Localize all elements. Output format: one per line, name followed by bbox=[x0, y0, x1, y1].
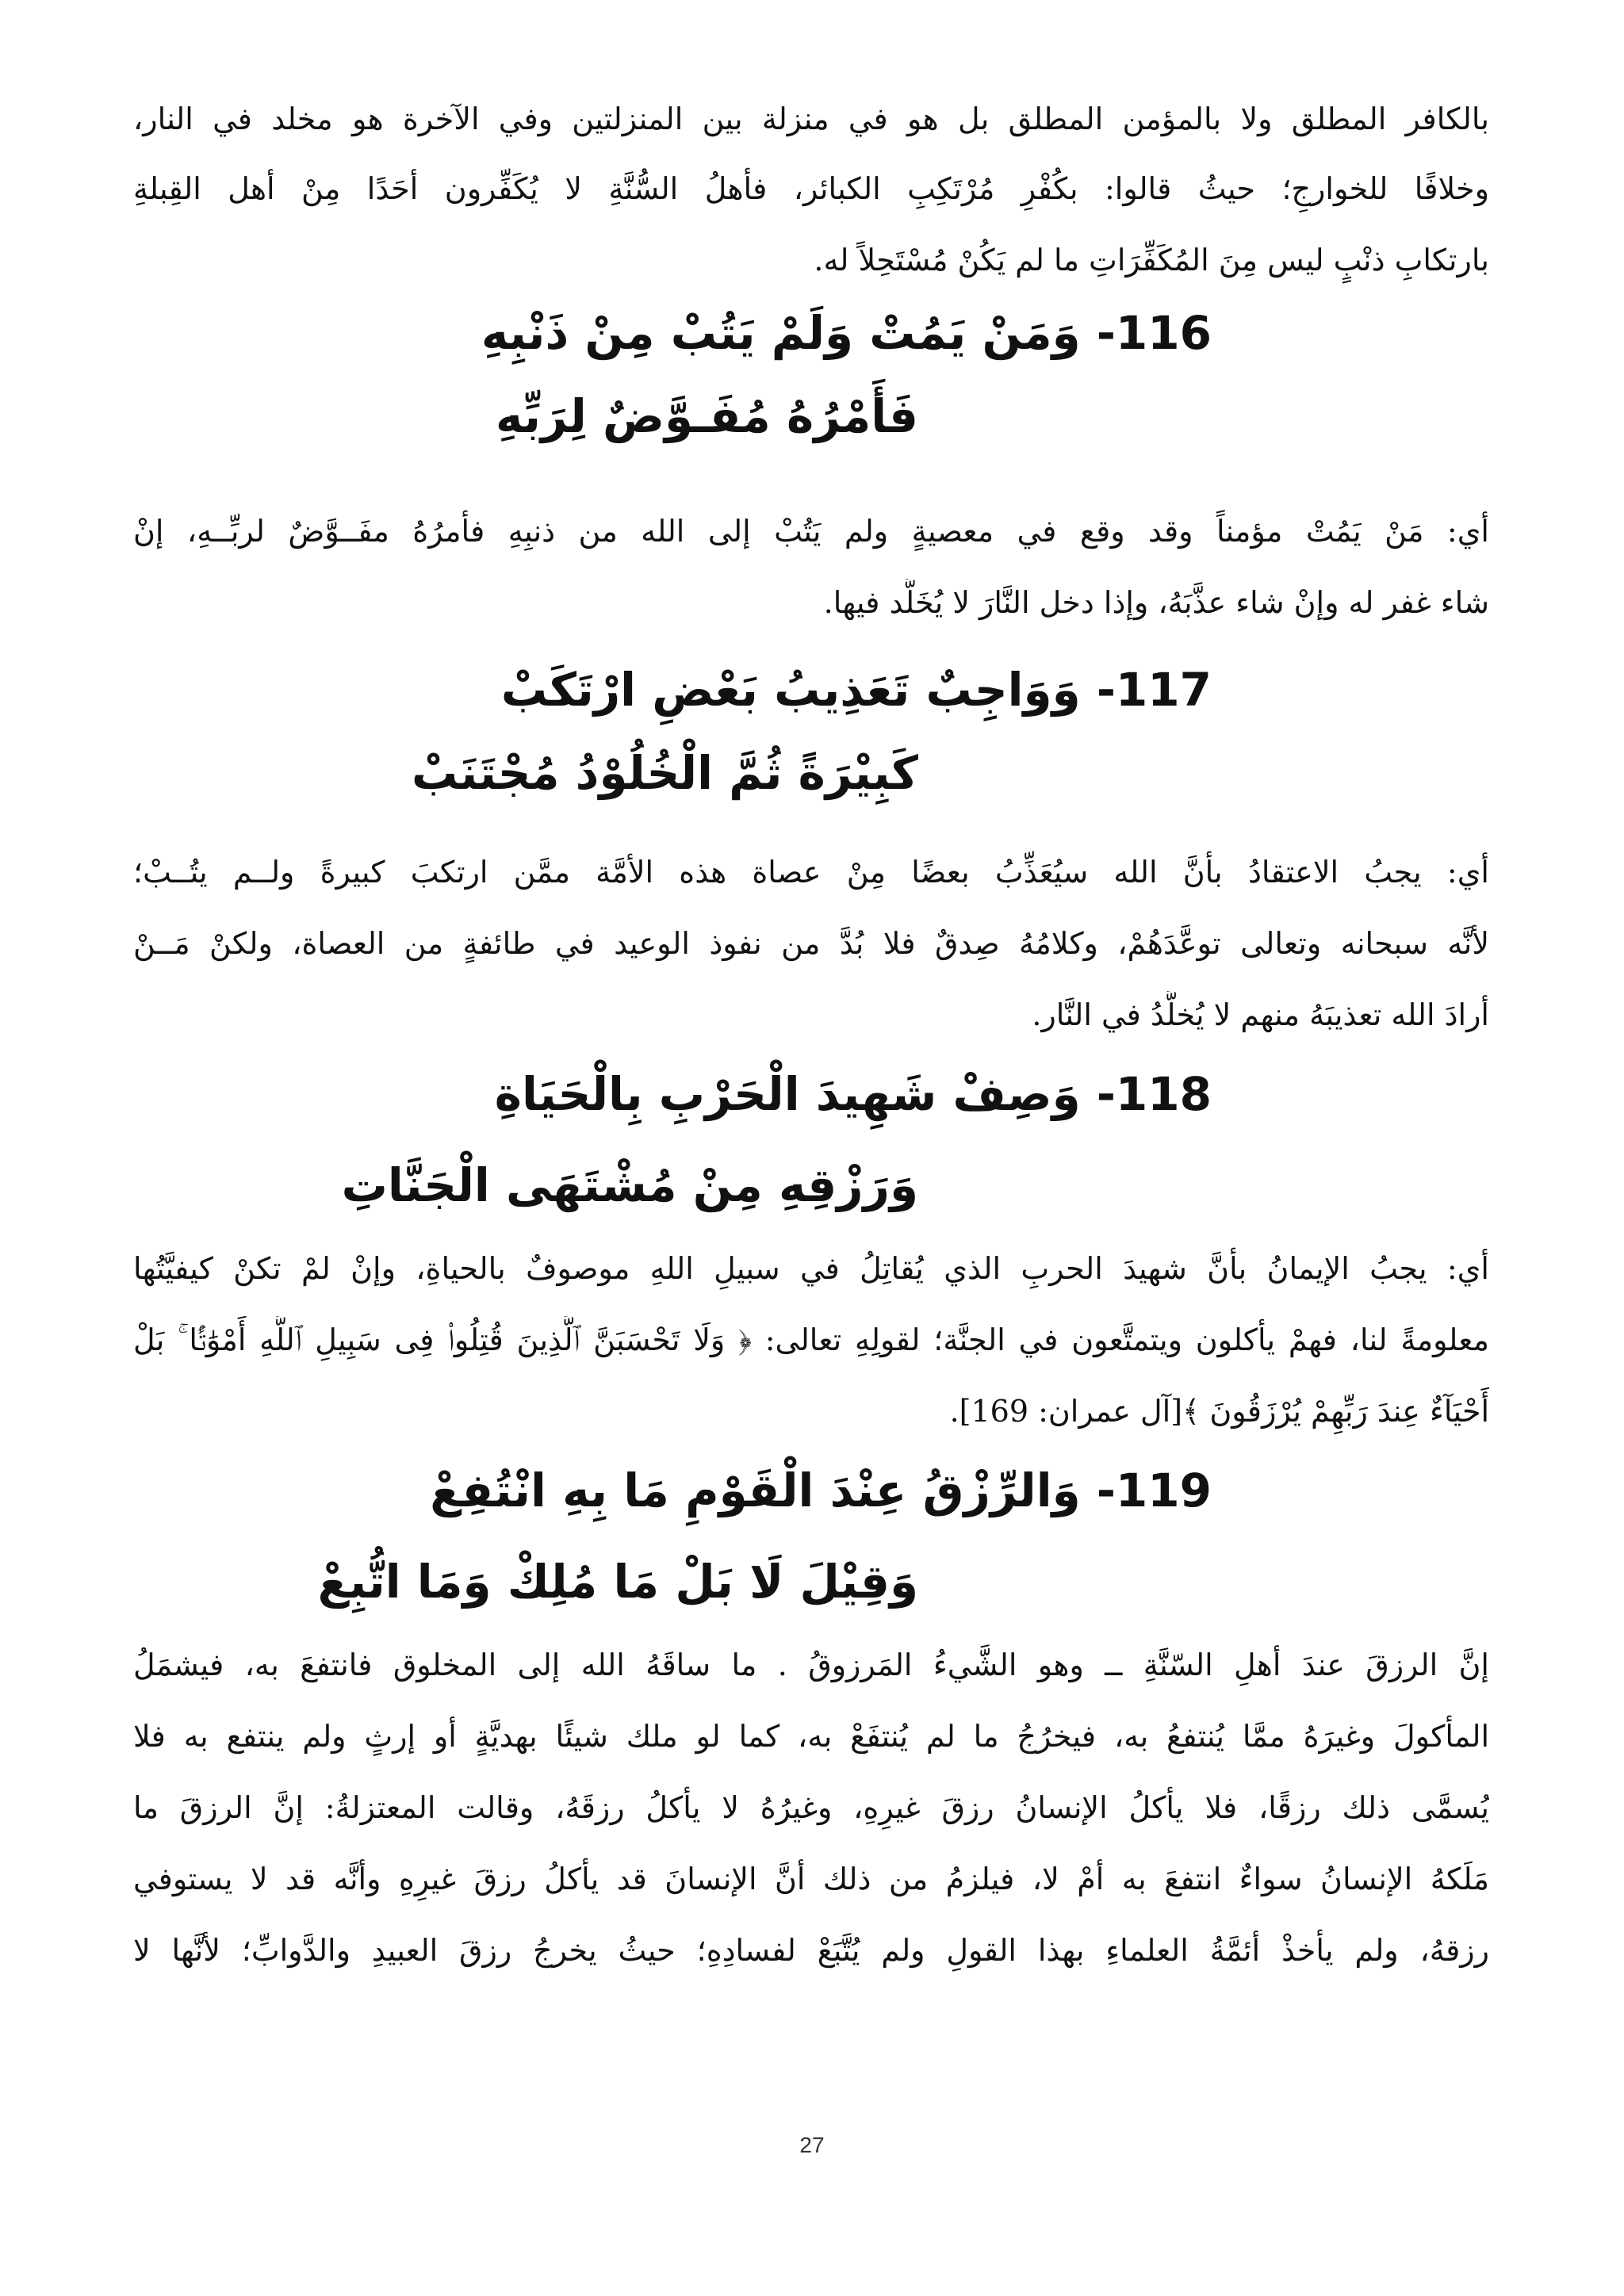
verse-116-second-hemistich: فَأَمْرُهُ مُفَـوَّضٌ لِرَبِّهِ bbox=[495, 389, 918, 443]
page-number: 27 bbox=[799, 2133, 825, 2157]
paragraph-line: أرادَ الله تعذيبَهُ منهم لا يُخلَّدُ في النَّار. bbox=[1032, 997, 1489, 1032]
paragraph-line-with-citation: أَحْيَآءٌ عِندَ رَبِّهِمْ يُرْزَقُونَ ﴾[آل عمران: 169]. bbox=[949, 1394, 1489, 1429]
verse-119-first-hemistich: 119- وَالرِّزْقُ عِنْدَ الْقَوْمِ مَا بِهِ انْتُفِعْ bbox=[430, 1464, 1212, 1517]
verse-117-second-hemistich: كَبِيْرَةً ثُمَّ الْخُلُوْدُ مُجْتَنَبْ bbox=[412, 746, 918, 800]
verse-117-first-hemistich: 117- وَوَاجِبٌ تَعَذِيبُ بَعْضِ ارْتَكَبْ bbox=[500, 663, 1212, 717]
paragraph-line: إنَّ الرزقَ عندَ أهلِ السّنَّةِ ــ وهو الشَّيءُ المَرزوقُ . ما ساقَهُ الله إلى المخلوق فانتفعَ به، فيشمَلُ bbox=[133, 1647, 1489, 1682]
paragraph-line: بالكافر المطلق ولا بالمؤمن المطلق بل هو في منزلة بين المنزلتين وفي الآخرة هو مخلد في النار، bbox=[133, 101, 1489, 136]
paragraph-line: وخلافًا للخوارجِ؛ حيثُ قالوا: بكُفْرِ مُرْتَكِبِ الكبائر، فأهلُ السُّنَّةِ لا يُكَفِّرون أحَدًا مِنْ أهل القِبلةِ bbox=[133, 171, 1489, 206]
paragraph-line: المأكولَ وغيرَهُ ممَّا يُنتفعُ به، فيخرُجُ ما لم يُنتفَعْ به، كما لو ملك شيئًا بهديَّةٍ أو إرثٍ ولم ينتفع به فلا bbox=[133, 1719, 1489, 1754]
verse-118-first-hemistich: 118- وَصِفْ شَهِيدَ الْحَرْبِ بِالْحَيَاةِ bbox=[494, 1067, 1212, 1121]
verse-118-second-hemistich: وَرَزْقِهِ مِنْ مُشْتَهَى الْجَنَّاتِ bbox=[341, 1158, 918, 1212]
paragraph-line: لأنَّه سبحانه وتعالى توعَّدَهُمْ، وكلامُهُ صِدقٌ فلا بُدَّ من نفوذ الوعيد في طائفةٍ من العصاة، ولكنْ مَــنْ bbox=[133, 926, 1489, 961]
paragraph-line: أي: يجبُ الإيمانُ بأنَّ شهيدَ الحربِ الذي يُقاتِلُ في سبيلِ اللهِ موصوفٌ بالحياةِ، وإنْ لمْ تكنْ كيفيَّتُها bbox=[133, 1251, 1489, 1286]
paragraph-line: أي: مَنْ يَمُتْ مؤمناً وقد وقع في معصيةٍ ولم يَتُبْ إلى الله من ذنبِهِ فأمرُهُ مفَــوَّضٌ لربِّــهِ، إنْ bbox=[133, 514, 1489, 549]
paragraph-line: يُسمَّى ذلك رزقًا، فلا يأكلُ الإنسانُ رزقَ غيرِهِ، وغيرُهُ لا يأكلُ رزقَهُ، وقالت المعتزلةُ: إنَّ الرزقَ ما bbox=[133, 1790, 1489, 1825]
paragraph-line-with-quran-verse: معلومةً لنا، فهمْ يأكلون ويتمتَّعون في الجنَّة؛ لقولِهِ تعالى: ﴿ وَلَا تَحْسَبَنَّ ٱلَّذِينَ قُتِلُوا۟ فِى سَبِيلِ ٱللَّهِ أَمْوَٰتًۢا ۚ بَلْ bbox=[133, 1322, 1489, 1357]
paragraph-line: بارتكابِ ذنْبٍ ليس مِنَ المُكَفِّرَاتِ ما لم يَكُنْ مُسْتَحِلاً له. bbox=[814, 243, 1489, 277]
paragraph-line: مَلَكهُ الإنسانُ سواءٌ انتفعَ به أمْ لا، فيلزمُ من ذلك أنَّ الإنسانَ قد يأكلُ رزقَ غيرِهِ وأنَّه قد لا يستوفي bbox=[133, 1862, 1489, 1896]
verse-119-second-hemistich: وَقِيْلَ لَا بَلْ مَا مُلِكْ وَمَا اتُّبِعْ bbox=[317, 1555, 918, 1609]
paragraph-line: أي: يجبُ الاعتقادُ بأنَّ الله سيُعَذِّبُ بعضًا مِنْ عصاة هذه الأمَّة ممَّن ارتكبَ كبيرةً ولــم يتُــبْ؛ bbox=[133, 855, 1489, 890]
paragraph-line: شاء غفر له وإنْ شاء عذَّبَهُ، وإذا دخل النَّارَ لا يُخَلَّد فيها. bbox=[823, 585, 1489, 620]
verse-116-first-hemistich: 116- وَمَنْ يَمُتْ وَلَمْ يَتُبْ مِنْ ذَنْبِهِ bbox=[481, 306, 1212, 360]
paragraph-line: رزقهُ، ولم يأخذْ أئمَّةُ العلماءِ بهذا القولِ ولم يُتَّبَعْ لفسادِهِ؛ حيثُ يخرجُ رزقَ العبيدِ والدَّوابِّ؛ لأنَّها لا bbox=[133, 1933, 1489, 1968]
